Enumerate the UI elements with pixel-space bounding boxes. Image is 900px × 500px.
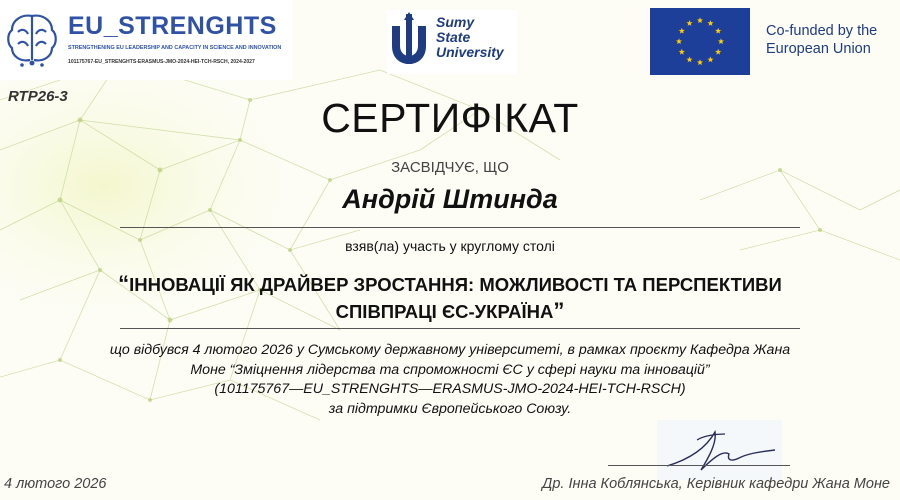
cofunded-label bbox=[766, 22, 877, 58]
project-logo-code: 101175767-EU_STRENGHTS-ERASMUS-JMO-2024-HEI-TCH-RSCH, 2024-2027 bbox=[68, 59, 255, 65]
university-name-line2: State bbox=[436, 29, 471, 45]
cofunded-line2: European Union bbox=[766, 41, 871, 57]
topic-line2-text: СПІВПРАЦІ ЄС-УКРАЇНА bbox=[335, 301, 554, 322]
certifies-label: ЗАСВІДЧУЄ, ЩО bbox=[391, 159, 509, 176]
body-line1: що відбувся 4 лютого 2026 у Сумському державному університеті, в рамках проєкту Кафедра Жана bbox=[109, 342, 791, 358]
topic-underline bbox=[120, 328, 800, 329]
eu-flag-icon bbox=[650, 8, 750, 75]
name-underline bbox=[120, 227, 800, 228]
signature-line bbox=[608, 465, 790, 466]
body-line4: за підтримки Європейського Союзу. bbox=[328, 400, 572, 417]
topic-close-quote: ” bbox=[553, 298, 565, 323]
recipient-name: Андрій Штинда bbox=[342, 184, 558, 214]
certificate-title: СЕРТИФІКАТ bbox=[321, 95, 579, 141]
signature-image bbox=[657, 420, 782, 480]
event-topic-line1 bbox=[60, 271, 840, 298]
project-logo-subtitle: STRENGTHENING EU LEADERSHIP AND CAPACITY IN SCIENCE AND INNOVATION bbox=[68, 45, 282, 51]
university-name-line1: Sumy bbox=[436, 14, 475, 30]
body-line3: (101175767—EU_STRENGHTS—ERASMUS-JMO-2024-HEI-TCH-RSCH) bbox=[214, 381, 686, 397]
university-emblem-icon bbox=[388, 12, 430, 70]
university-name-line3: University bbox=[436, 44, 504, 60]
brain-icon bbox=[4, 10, 60, 68]
topic-open-quote: “ bbox=[118, 271, 130, 296]
university-name bbox=[436, 15, 504, 60]
issue-date: 4 лютого 2026 bbox=[4, 476, 107, 492]
project-logo-title: EU_STRENGHTS bbox=[68, 12, 277, 40]
cofunded-line1: Co-funded by the bbox=[766, 23, 878, 39]
certificate-code: RTP26-3 bbox=[8, 88, 68, 105]
event-topic bbox=[60, 271, 840, 325]
event-topic-line2 bbox=[60, 298, 840, 325]
topic-line1-text: ІННОВАЦІЇ ЯК ДРАЙВЕР ЗРОСТАННЯ: МОЖЛИВОСТІ ТА ПЕРСПЕКТИВИ bbox=[129, 274, 782, 295]
certificate-body bbox=[60, 341, 840, 419]
body-line2: Моне “Зміцнення лідерства та спроможності ЄС у сфері науки та інновацій” bbox=[190, 361, 710, 378]
signer-name: Др. Інна Коблянська, Керівник кафедри Жана Моне bbox=[542, 476, 890, 492]
participation-text: взяв(ла) участь у круглому столі bbox=[345, 238, 555, 254]
